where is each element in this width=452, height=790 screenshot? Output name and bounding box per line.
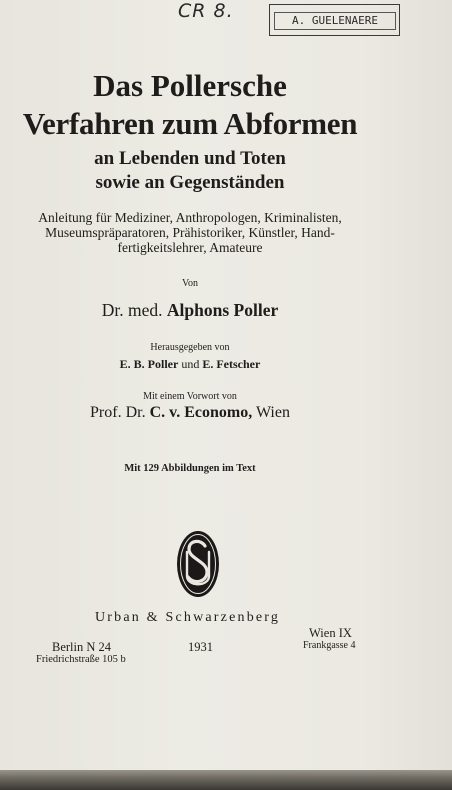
preface-author-prefix: Prof. Dr. — [90, 404, 146, 421]
preface-line — [0, 404, 380, 422]
description-line3: fertigkeitslehrer, Amateure — [117, 240, 263, 255]
address-vienna: Frankgasse 4 — [303, 640, 356, 651]
editors-conjunction: und — [181, 357, 200, 371]
owner-stamp-text: A. GUELENAERE — [274, 12, 396, 30]
author-prefix: Dr. med. — [101, 300, 163, 320]
preface-label: Mit einem Vorwort von — [143, 391, 237, 402]
by-label: Von — [182, 278, 198, 289]
description-line1: Anleitung für Mediziner, Anthropologen, Kriminalisten, — [38, 210, 342, 225]
editor-1: E. B. Poller — [119, 357, 179, 371]
description-line2: Museumspräparatoren, Prähistoriker, Künstler, Hand- — [45, 225, 335, 240]
author-line — [0, 300, 380, 321]
publisher-name: Urban & Schwarzenberg — [95, 610, 281, 625]
subtitle-line1: an Lebenden und Toten — [94, 148, 286, 169]
publisher-monogram-icon — [176, 530, 220, 598]
handwritten-mark: CR 8. — [178, 0, 234, 22]
owner-stamp — [269, 4, 400, 36]
book-bottom-edge — [0, 770, 452, 790]
author-name: Alphons Poller — [166, 300, 279, 320]
illustrations-note: Mit 129 Abbildungen im Text — [124, 463, 256, 474]
city-vienna: Wien IX — [309, 626, 352, 640]
address-berlin: Friedrichstraße 105 b — [36, 654, 126, 665]
preface-author-name: C. v. Economo, — [149, 404, 253, 421]
book-title-line1: Das Pollersche — [93, 68, 287, 103]
editors-label: Herausgegeben von — [150, 342, 230, 353]
editor-2: E. Fetscher — [202, 357, 261, 371]
editors-line — [0, 357, 380, 372]
preface-author-city: Wien — [255, 404, 290, 421]
publication-year: 1931 — [188, 640, 213, 654]
subtitle-line2: sowie an Gegenständen — [95, 172, 285, 193]
city-berlin: Berlin N 24 — [52, 640, 112, 654]
book-title-line2: Verfahren zum Abformen — [22, 106, 358, 141]
